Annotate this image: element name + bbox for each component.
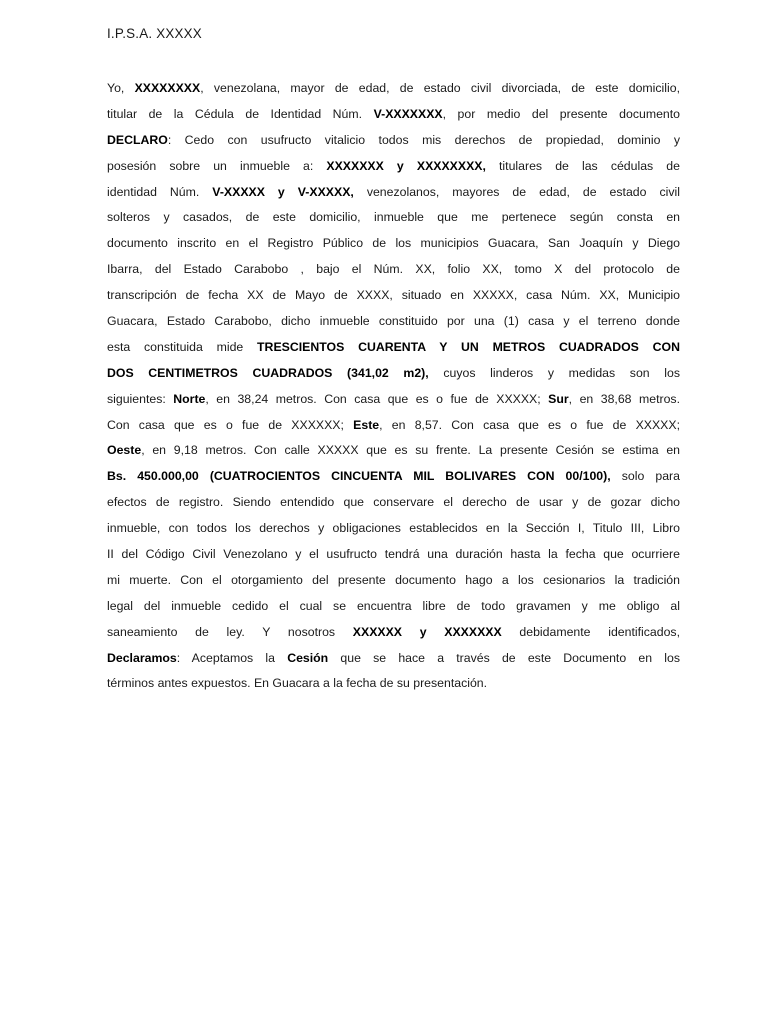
paragraph-line [107, 309, 680, 335]
document-header: I.P.S.A. XXXXX [107, 26, 202, 41]
paragraph-line [107, 671, 680, 697]
text-run: mi muerte. Con el otorgamiento del presente documento hago a los cesionarios la tradición [107, 572, 680, 587]
bold-text-run: Bs. 450.000,00 (CUATROCIENTOS CINCUENTA MIL BOLIVARES CON 00/100), [107, 469, 611, 484]
text-run: términos antes expuestos. En Guacara a la fecha de su presentación. [107, 676, 488, 691]
paragraph-line [107, 646, 680, 672]
bold-text-run: Cesión [287, 650, 329, 665]
text-run: transcripción de fecha XX de Mayo de XXXX, situado en XXXXX, casa Núm. XX, Municipio [107, 288, 680, 303]
text-run: , en 38,68 metros. [568, 391, 680, 406]
paragraph-line [107, 102, 680, 128]
text-run: cuyos linderos y medidas son los [428, 365, 681, 380]
paragraph-line [107, 231, 680, 257]
text-run: , en 38,24 metros. Con casa que es o fue de XXXXX; [205, 391, 549, 406]
paragraph-line [107, 335, 680, 361]
bold-text-run: Oeste [107, 443, 142, 458]
paragraph-line [107, 568, 680, 594]
paragraph-line [107, 464, 680, 490]
text-run: saneamiento de ley. Y nosotros [107, 624, 353, 639]
paragraph-line [107, 387, 680, 413]
bold-text-run: XXXXXXXX [134, 81, 201, 95]
bold-text-run: DECLARO [107, 132, 168, 147]
paragraph-line [107, 490, 680, 516]
text-run: , en 9,18 metros. Con calle XXXXX que es su frente. La presente Cesión se estima en [141, 443, 680, 458]
bold-text-run: Este [353, 417, 380, 432]
paragraph-line [107, 542, 680, 568]
bold-text-run: XXXXXX y XXXXXXX [352, 624, 502, 639]
declaration-paragraph [107, 76, 680, 697]
text-run: Ibarra, del Estado Carabobo , bajo el Núm. XX, folio XX, tomo X del protocolo de [107, 262, 680, 277]
paragraph-line [107, 516, 680, 542]
bold-text-run: Sur [548, 391, 569, 406]
text-run: , en 8,57. Con casa que es o fue de XXXXX; [379, 417, 681, 432]
paragraph-line [107, 594, 680, 620]
text-run: siguientes: [107, 391, 174, 406]
text-run: , venezolana, mayor de edad, de estado civil divorciada, de este domicilio, [200, 81, 680, 95]
bold-text-run: Norte [173, 391, 206, 406]
paragraph-line [107, 154, 680, 180]
text-run: efectos de registro. Siendo entendido que conservare el derecho de usar y de gozar dicho [107, 495, 680, 510]
paragraph-line [107, 180, 680, 206]
bold-text-run: V-XXXXX y V-XXXXX, [212, 184, 354, 199]
bold-text-run: TRESCIENTOS CUARENTA Y UN METROS CUADRADOS CON [257, 339, 680, 354]
text-run: identidad Núm. [107, 184, 213, 199]
paragraph-line [107, 413, 680, 439]
paragraph-line [107, 438, 680, 464]
bold-text-run: Declaramos [107, 650, 177, 665]
text-run: Con casa que es o fue de XXXXXX; [107, 417, 354, 432]
paragraph-line [107, 257, 680, 283]
text-run: legal del inmueble cedido el cual se encuentra libre de todo gravamen y me obligo al [107, 598, 680, 613]
paragraph-line [107, 361, 680, 387]
paragraph-line [107, 620, 680, 646]
text-run: titulares de las cédulas de [485, 158, 680, 173]
text-run: inmueble, con todos los derechos y obligaciones establecidos en la Sección I, Titulo III, Libro [107, 521, 680, 536]
text-run: , por medio del presente documento [442, 106, 681, 121]
bold-text-run: XXXXXXX y XXXXXXXX, [326, 158, 486, 173]
bold-text-run: V-XXXXXXX [373, 106, 443, 121]
paragraph-line [107, 76, 680, 102]
paragraph-line [107, 283, 680, 309]
text-run: solteros y casados, de este domicilio, inmueble que me pertenece según consta en [107, 210, 680, 225]
text-run: : Aceptamos la [176, 650, 288, 665]
text-run: esta constituida mide [107, 339, 258, 354]
text-run: solo para [610, 469, 680, 484]
text-run: : Cedo con usufructo vitalicio todos mis derechos de propiedad, dominio y [167, 132, 680, 147]
bold-text-run: DOS CENTIMETROS CUADRADOS (341,02 m2), [107, 365, 429, 380]
text-run: Guacara, Estado Carabobo, dicho inmueble constituido por una (1) casa y el terreno donde [107, 314, 680, 329]
text-run: titular de la Cédula de Identidad Núm. [107, 106, 374, 121]
paragraph-line [107, 128, 680, 154]
text-run: que se hace a través de este Documento en los [328, 650, 680, 665]
text-run: posesión sobre un inmueble a: [107, 158, 327, 173]
text-run: debidamente identificados, [501, 624, 680, 639]
text-run: II del Código Civil Venezolano y el usufructo tendrá una duración hasta la fecha que ocurriere [107, 547, 680, 562]
text-run: venezolanos, mayores de edad, de estado civil [353, 184, 680, 199]
text-run: documento inscrito en el Registro Público de los municipios Guacara, San Joaquín y Diego [107, 236, 680, 251]
text-run: Yo, [107, 81, 135, 95]
paragraph-line [107, 205, 680, 231]
